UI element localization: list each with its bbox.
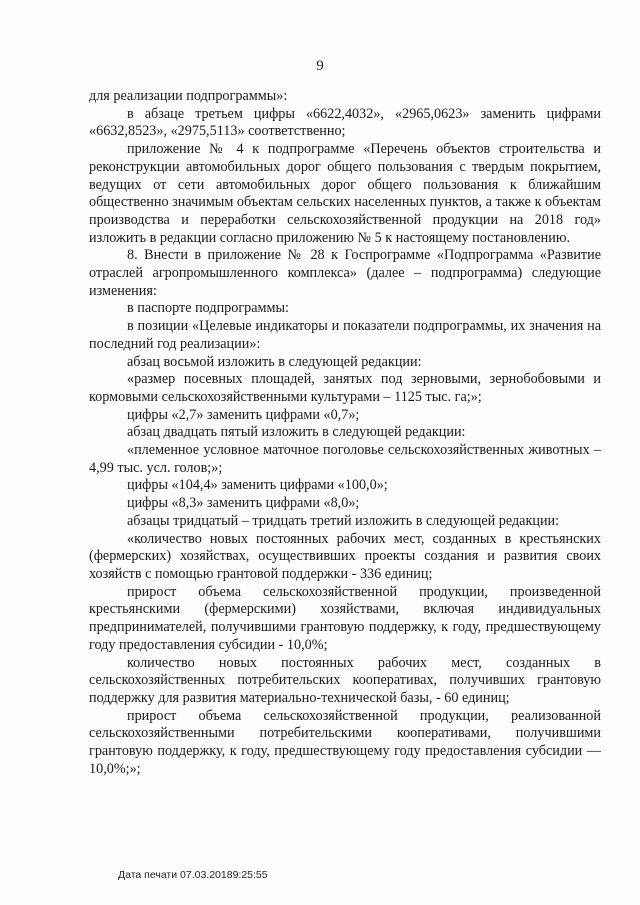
paragraph: «размер посевных площадей, занятых под зерновыми, зернобобовыми и кормовыми сельскохозяйственными культурами – 1125 тыс. га;»;: [89, 371, 601, 405]
paragraph: 8. Внести в приложение № 28 к Госпрограмме «Подпрограмма «Развитие отраслей агропромышленного комплекса» (далее – подпрограмма) следующие изменения:: [89, 247, 601, 299]
paragraph: «количество новых постоянных рабочих мест, созданных в крестьянских (фермерских) хозяйствах, осуществивших проекты создания и развития своих хозяйств с помощью грантовой поддержки - 336 единиц;: [89, 530, 601, 582]
page-number: 9: [316, 58, 324, 74]
paragraph: прирост объема сельскохозяйственной продукции, произведенной крестьянскими (фермерскими) хозяйствами, включая индивидуальных предпринимателей, получившими грантовую поддержку, к году, предшествующему году предоставления субсидии - 10,0%;: [89, 583, 601, 653]
print-date-footer: Дата печати 07.03.20189:25:55: [118, 869, 268, 881]
paragraph: приложение № 4 к подпрограмме «Перечень объектов строительства и реконструкции автомобильных дорог общего пользования с твердым покрытием, ведущих от сети автомобильных дорог общего пользования к ближайшим общественно значимым объектам сельских населенных пунктов, а также к объектам производства и переработки сельскохозяйственной продукции на 2018 год» изложить в редакции согласно приложению № 5 к настоящему постановлению.: [89, 141, 601, 246]
paragraph: «племенное условное маточное поголовье сельскохозяйственных животных – 4,99 тыс. усл. голов;»;: [89, 442, 601, 476]
paragraph: для реализации подпрограммы»:: [89, 88, 288, 104]
paragraph: цифры «104,4» заменить цифрами «100,0»;: [127, 477, 388, 494]
paragraph: в абзаце третьем цифры «6622,4032», «2965,0623» заменить цифрами «6632,8523», «2975,5113» соответственно;: [89, 105, 601, 140]
paragraph: абзац двадцать пятый изложить в следующей редакции:: [127, 424, 466, 441]
paragraph: абзацы тридцатый – тридцать третий изложить в следующей редакции:: [127, 512, 560, 529]
paragraph: в паспорте подпрограммы:: [127, 300, 289, 317]
paragraph: абзац восьмой изложить в следующей редакции:: [127, 353, 422, 370]
document-body: [89, 88, 601, 778]
paragraph: количество новых постоянных рабочих мест, созданных в сельскохозяйственных потребительских кооперативах, получивших грантовую поддержку для развития материально-технической базы, - 60 единиц;: [89, 654, 601, 706]
paragraph: прирост объема сельскохозяйственной продукции, реализованной сельскохозяйственными потребительскими кооперативами, получившими грантовую поддержку, к году, предшествующему году предоставления субсидии — 10,0%;»;: [89, 707, 601, 777]
paragraph: цифры «8,3» заменить цифрами «8,0»;: [127, 495, 360, 512]
paragraph: цифры «2,7» заменить цифрами «0,7»;: [127, 406, 360, 423]
paragraph: в позиции «Целевые индикаторы и показатели подпрограммы, их значения на последний год реализации»:: [89, 318, 601, 352]
